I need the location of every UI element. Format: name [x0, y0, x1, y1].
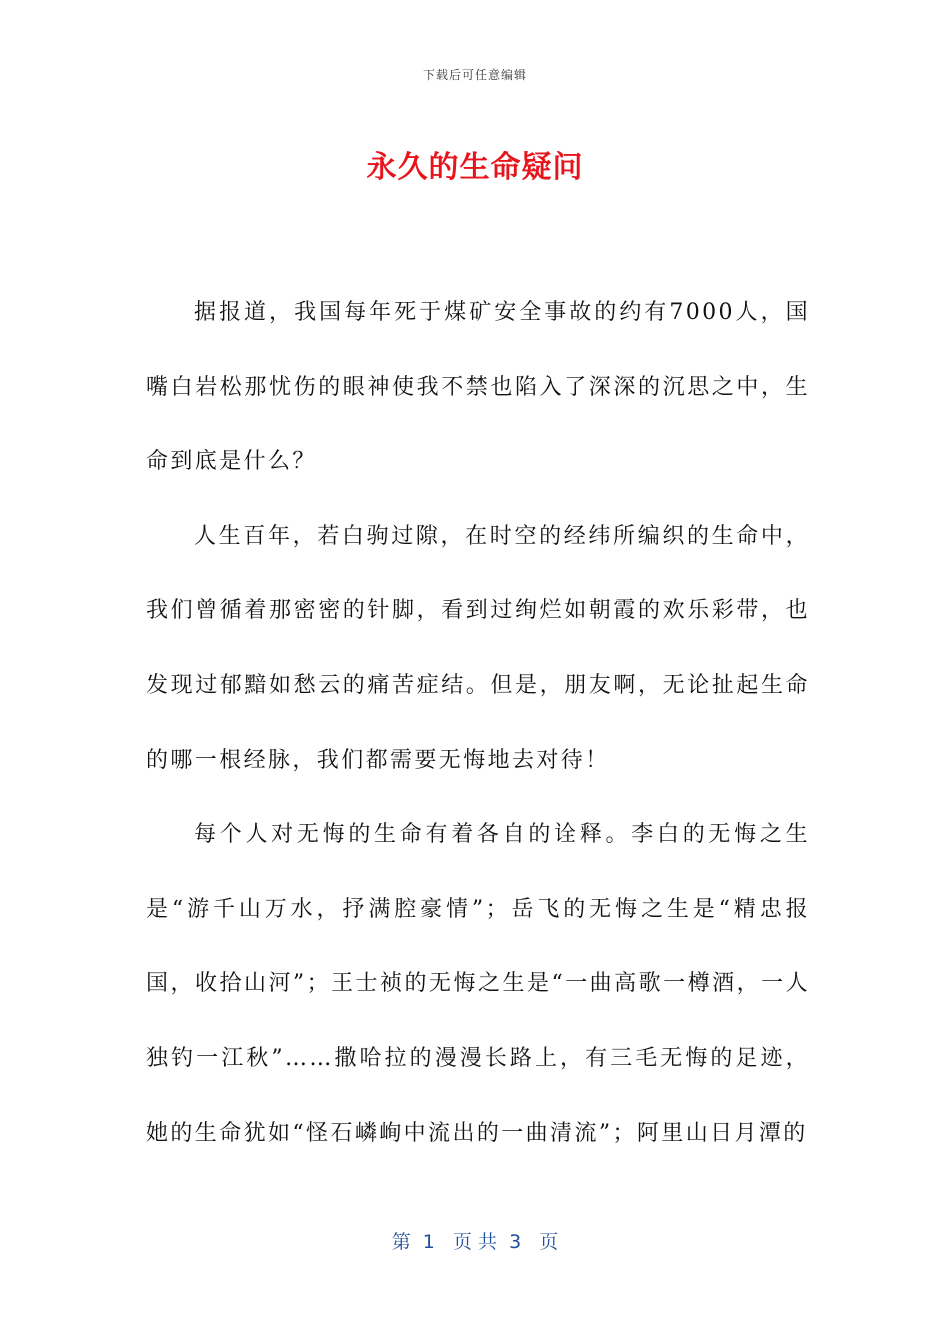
- page-footer: 第 1 页 共 3 页: [391, 1231, 559, 1253]
- paragraph-3: 每个人对无悔的生命有着各自的诠释。李白的无悔之生是“游千山万水，抒满腔豪情”；岳飞的无悔之生是“精忠报国，收拾山河”；王士祯的无悔之生是“一曲高歌一樽酒，一人独钓一江秋”……撒哈拉的漫漫长路上，有三毛无悔的足迹，她的生命犹如“怪石嶙峋中流出的一曲清流”；阿里山日月潭的: [146, 822, 810, 1146]
- header-note: 下载后可任意编辑: [422, 68, 527, 82]
- document-body: [146, 276, 810, 1171]
- document-title: 永久的生命疑问: [366, 150, 584, 185]
- paragraph-1: 据报道，我国每年死于煤矿安全事故的约有7000人，国嘴白岩松那忧伤的眼神使我不禁也陷入了深深的沉思之中，生命到底是什么？: [146, 300, 810, 475]
- paragraph-2: 人生百年，若白驹过隙，在时空的经纬所编织的生命中，我们曾循着那密密的针脚，看到过绚烂如朝霞的欢乐彩带，也发现过郁黯如愁云的痛苦症结。但是，朋友啊，无论扯起生命的哪一根经脉，我们都需要无悔地去对待！: [146, 523, 810, 773]
